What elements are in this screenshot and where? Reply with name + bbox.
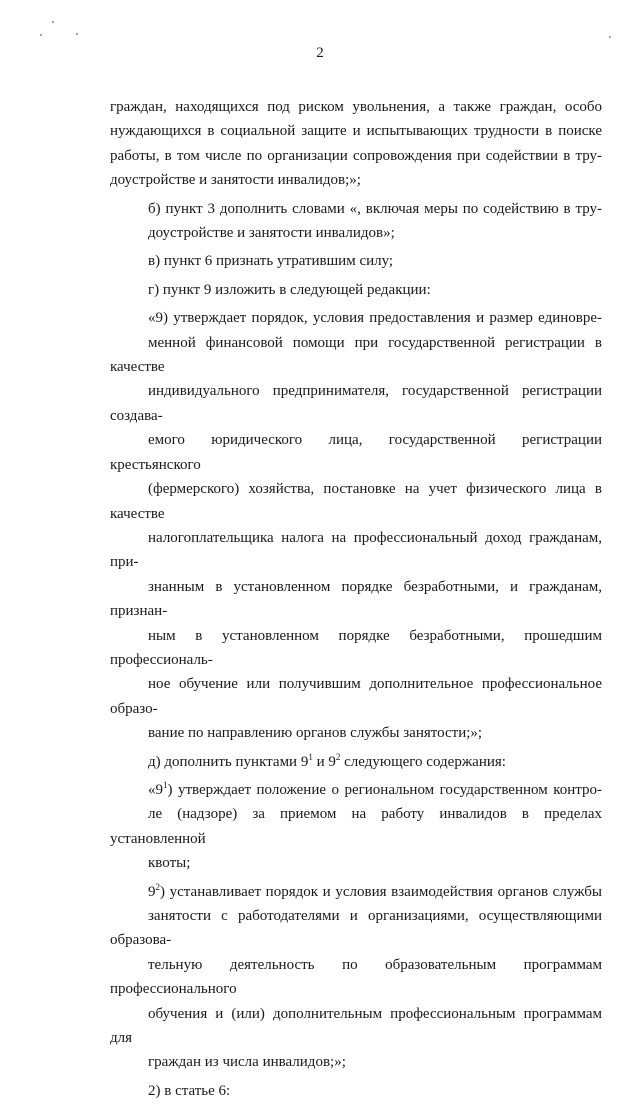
text-line: доустройстве и занятости инвалидов;»; bbox=[110, 172, 361, 189]
text-line bbox=[110, 750, 602, 774]
paragraph-v bbox=[110, 249, 602, 273]
paragraph-continuation bbox=[110, 95, 602, 193]
text-line: ное обучение или получившим дополнительное профессиональное образо- bbox=[110, 676, 602, 717]
superscript: 2 bbox=[155, 881, 160, 892]
text-line: ле (надзоре) за приемом на работу инвалидов в пределах установленной bbox=[110, 806, 602, 847]
paragraph-item-9-1 bbox=[110, 778, 602, 876]
text-line: квоты; bbox=[148, 855, 191, 872]
text-line: работы, в том числе по организации сопровождения при содействии в тру- bbox=[110, 147, 602, 164]
text-line bbox=[110, 778, 602, 802]
text-line: занятости с работодателями и организациями, осуществляющими образова- bbox=[110, 908, 602, 949]
text-run: следующего содержания: bbox=[340, 753, 506, 770]
text-run: д) дополнить пунктами 9 bbox=[148, 753, 309, 770]
text-line: г) пункт 9 изложить в следующей редакции: bbox=[148, 281, 431, 298]
text-line: б) пункт 3 дополнить словами «, включая меры по содействию в тру- bbox=[148, 200, 602, 217]
text-run: «9 bbox=[148, 781, 163, 798]
superscript: 2 bbox=[335, 751, 341, 762]
scan-speck bbox=[52, 21, 54, 23]
superscript: 1 bbox=[163, 779, 168, 790]
text-line: емого юридического лица, государственной регистрации крестьянского bbox=[110, 432, 602, 473]
superscript: 1 bbox=[308, 751, 313, 762]
text-line: граждан из числа инвалидов;»; bbox=[148, 1054, 346, 1071]
text-line: граждан, находящихся под риском увольнения, а также граждан, особо bbox=[110, 99, 602, 115]
text-line: тельную деятельность по образовательным программам профессионального bbox=[110, 956, 602, 998]
text-line: 2) в статье 6: bbox=[148, 1082, 231, 1099]
text-line: доустройстве и занятости инвалидов»; bbox=[148, 225, 395, 242]
paragraph-item-9-2 bbox=[110, 880, 602, 1075]
page-number: 2 bbox=[316, 45, 324, 61]
text-line: «9) утверждает порядок, условия предоставления и размер единовре- bbox=[148, 310, 602, 327]
text-line: вание по направлению органов службы занятости;»; bbox=[148, 725, 483, 742]
text-line: обучения и (или) дополнительным профессиональным программам для bbox=[110, 1005, 602, 1047]
paragraph-b bbox=[110, 197, 602, 246]
paragraph-d bbox=[110, 750, 602, 774]
scan-speck bbox=[40, 34, 42, 36]
text-line bbox=[110, 880, 602, 904]
paragraph-g bbox=[110, 278, 602, 302]
text-run: ) устанавливает порядок и условия взаимодействия органов службы bbox=[160, 883, 602, 900]
text-line: (фермерского) хозяйства, постановке на учет физического лица в качестве bbox=[110, 481, 602, 522]
text-line: знанным в установленном порядке безработными, и гражданам, признан- bbox=[110, 578, 602, 620]
paragraph-2 bbox=[110, 1079, 602, 1103]
text-run: 9 bbox=[148, 883, 156, 900]
text-line: налогоплательщика налога на профессиональный доход гражданам, при- bbox=[110, 529, 602, 571]
scan-speck bbox=[609, 36, 611, 38]
scan-speck bbox=[76, 33, 78, 35]
document-body bbox=[110, 95, 602, 1107]
text-run: ) утверждает положение о региональном государственном контро- bbox=[167, 781, 602, 798]
text-line: менной финансовой помощи при государственной регистрации в качестве bbox=[110, 334, 602, 376]
paragraph-item-9 bbox=[110, 306, 602, 745]
text-line: индивидуального предпринимателя, государственной регистрации создава- bbox=[110, 383, 602, 424]
text-line: ным в установленном порядке безработными, прошедшим профессиональ- bbox=[110, 627, 602, 668]
text-line: нуждающихся в социальной защите и испытывающих трудности в поиске bbox=[110, 123, 602, 140]
text-line: в) пункт 6 признать утратившим силу; bbox=[148, 253, 394, 270]
text-run: и 9 bbox=[312, 753, 336, 770]
